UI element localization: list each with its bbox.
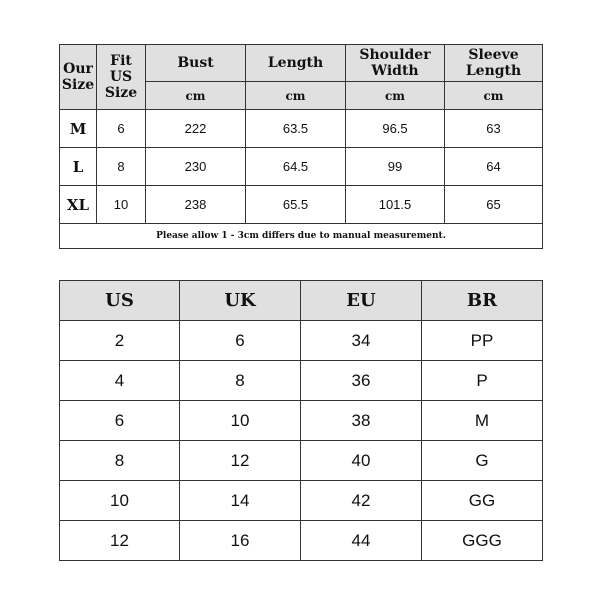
note-row xyxy=(60,224,543,249)
bust-unit: cm xyxy=(146,82,246,110)
measurement-note: Please allow 1 - 3cm differs due to manual measurement. xyxy=(60,224,543,249)
us-size-cell: 6 xyxy=(97,110,146,148)
table-row xyxy=(60,186,543,224)
br-cell: G xyxy=(422,441,543,481)
shoulder-width-header: Shoulder Width xyxy=(346,45,445,82)
uk-cell: 6 xyxy=(180,321,301,361)
us-cell: 2 xyxy=(60,321,180,361)
shoulder-cell: 99 xyxy=(346,148,445,186)
uk-cell: 10 xyxy=(180,401,301,441)
length-cell: 63.5 xyxy=(246,110,346,148)
uk-header: UK xyxy=(180,281,301,321)
length-cell: 64.5 xyxy=(246,148,346,186)
sleeve-cell: 65 xyxy=(445,186,543,224)
us-cell: 8 xyxy=(60,441,180,481)
header-row xyxy=(60,281,543,321)
length-cell: 65.5 xyxy=(246,186,346,224)
us-cell: 6 xyxy=(60,401,180,441)
bust-cell: 222 xyxy=(146,110,246,148)
sleeve-cell: 63 xyxy=(445,110,543,148)
br-cell: PP xyxy=(422,321,543,361)
sleeve-cell: 64 xyxy=(445,148,543,186)
br-cell: GG xyxy=(422,481,543,521)
eu-cell: 44 xyxy=(301,521,422,561)
table-row xyxy=(60,361,543,401)
size-measurement-table xyxy=(59,44,543,249)
us-cell: 12 xyxy=(60,521,180,561)
table-row xyxy=(60,321,543,361)
uk-cell: 8 xyxy=(180,361,301,401)
eu-cell: 42 xyxy=(301,481,422,521)
us-cell: 10 xyxy=(60,481,180,521)
us-cell: 4 xyxy=(60,361,180,401)
header-row xyxy=(60,45,543,82)
table-row xyxy=(60,110,543,148)
us-header: US xyxy=(60,281,180,321)
our-size-header: Our Size xyxy=(60,45,97,110)
size-cell: XL xyxy=(60,186,97,224)
shoulder-cell: 96.5 xyxy=(346,110,445,148)
shoulder-cell: 101.5 xyxy=(346,186,445,224)
size-cell: M xyxy=(60,110,97,148)
size-conversion-table xyxy=(59,280,543,561)
uk-cell: 12 xyxy=(180,441,301,481)
br-cell: M xyxy=(422,401,543,441)
eu-cell: 40 xyxy=(301,441,422,481)
length-header: Length xyxy=(246,45,346,82)
us-size-cell: 10 xyxy=(97,186,146,224)
br-cell: P xyxy=(422,361,543,401)
eu-header: EU xyxy=(301,281,422,321)
table-row xyxy=(60,481,543,521)
uk-cell: 16 xyxy=(180,521,301,561)
br-cell: GGG xyxy=(422,521,543,561)
eu-cell: 36 xyxy=(301,361,422,401)
table-row xyxy=(60,401,543,441)
bust-header: Bust xyxy=(146,45,246,82)
sleeve-length-header: Sleeve Length xyxy=(445,45,543,82)
fit-us-size-header: Fit US Size xyxy=(97,45,146,110)
table-row xyxy=(60,521,543,561)
bust-cell: 230 xyxy=(146,148,246,186)
table-row xyxy=(60,441,543,481)
table-row xyxy=(60,148,543,186)
eu-cell: 38 xyxy=(301,401,422,441)
sleeve-unit: cm xyxy=(445,82,543,110)
size-cell: L xyxy=(60,148,97,186)
bust-cell: 238 xyxy=(146,186,246,224)
br-header: BR xyxy=(422,281,543,321)
shoulder-unit: cm xyxy=(346,82,445,110)
eu-cell: 34 xyxy=(301,321,422,361)
length-unit: cm xyxy=(246,82,346,110)
us-size-cell: 8 xyxy=(97,148,146,186)
uk-cell: 14 xyxy=(180,481,301,521)
